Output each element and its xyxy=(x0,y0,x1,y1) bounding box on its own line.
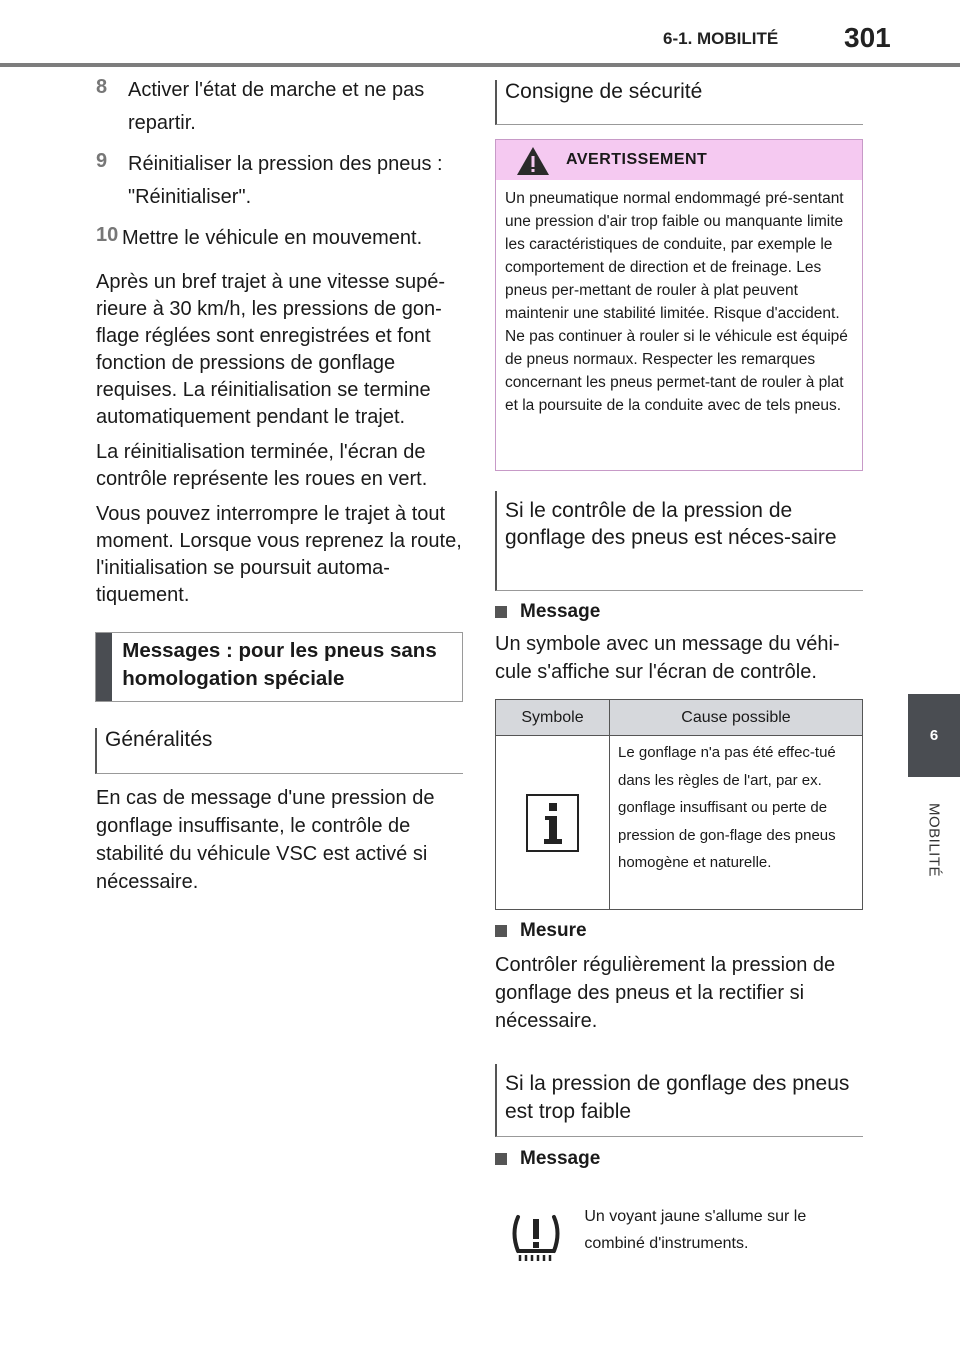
left-column xyxy=(96,74,464,617)
measure-heading xyxy=(495,920,587,942)
message-heading xyxy=(495,601,600,623)
subheading-text: Généralités xyxy=(105,728,213,751)
info-icon xyxy=(526,794,579,852)
warning-header xyxy=(496,140,862,180)
subheading-pression-faible xyxy=(495,1064,863,1137)
page-number: 301 xyxy=(844,22,891,53)
subheading-text: Consigne de sécurité xyxy=(505,80,703,103)
column-header-cause: Cause possible xyxy=(681,708,791,726)
symbol-cell xyxy=(496,736,610,909)
section-title-box xyxy=(95,632,463,702)
paragraph-interrompre: Vous pouvez interrompre le trajet à tout moment. Lorsque vous reprenez la route, l'initialisation se poursuit automa-tiquement. xyxy=(96,503,462,606)
cause-cell: Le gonflage n'a pas été effec-tué dans les règles de l'art, par ex. gonflage insuffisant ou perte de pression de gon-flage des pneus homogène et naturelle. xyxy=(618,744,836,871)
subheading-controle xyxy=(495,491,863,591)
step-10 xyxy=(96,222,464,255)
warning-box xyxy=(495,139,863,471)
step-number: 8 xyxy=(96,76,108,98)
section-title: Messages : pour les pneus sans homologation spéciale xyxy=(122,639,437,690)
chapter-number: 6 xyxy=(929,727,939,744)
message-heading-text: Message xyxy=(520,601,601,622)
chapter-tab[interactable] xyxy=(908,694,960,777)
step-text: Mettre le véhicule en mouvement. xyxy=(122,227,423,249)
indicator-icon-cell xyxy=(495,1199,576,1269)
square-bullet-icon xyxy=(495,925,507,937)
indicator-text: Un voyant jaune s'allume sur le combiné d'instruments. xyxy=(584,1208,807,1252)
measure-heading-text: Mesure xyxy=(520,920,587,941)
step-number: 9 xyxy=(96,150,108,172)
message-text: Un symbole avec un message du véhi-cule s'affiche sur l'écran de contrôle. xyxy=(495,633,840,683)
indicator-row xyxy=(495,1199,863,1269)
warning-triangle-icon xyxy=(516,146,550,176)
step-text: Réinitialiser la pression des pneus : "Réinitialiser". xyxy=(128,153,443,208)
column-header-symbole: Symbole xyxy=(496,700,610,735)
subheading-generalites xyxy=(95,728,463,774)
message-heading-text: Message xyxy=(520,1148,601,1169)
paragraph-reinit: La réinitialisation terminée, l'écran de contrôle représente les roues en vert. xyxy=(96,441,428,490)
warning-label: AVERTISSEMENT xyxy=(566,151,708,168)
table-row xyxy=(496,736,862,909)
message-heading-2 xyxy=(495,1148,600,1170)
header-divider xyxy=(0,63,960,67)
square-bullet-icon xyxy=(495,606,507,618)
subheading-text: Si la pression de gonflage des pneus est trop faible xyxy=(505,1072,850,1123)
generalites-text: En cas de message d'une pression de gonflage insuffisante, le contrôle de stabilité du véhicule VSC est activé si nécessaire. xyxy=(96,787,435,893)
table-header xyxy=(496,700,862,736)
step-9 xyxy=(96,148,464,214)
paragraph-trajet: Après un bref trajet à une vitesse supé-rieure à 30 km/h, les pressions de gon-flage réglées sont enregistrées et font fonction de pressions de gonflage requises. La réinitialisation se termine automatiquement pendant le trajet. xyxy=(96,271,446,428)
step-text: Activer l'état de marche et ne pas repartir. xyxy=(128,79,425,134)
tire-pressure-icon xyxy=(508,1209,564,1265)
header-section: 6-1. MOBILITÉ xyxy=(663,29,779,48)
step-number: 10 xyxy=(96,224,119,246)
subheading-consigne xyxy=(495,80,863,125)
section-title-bar xyxy=(96,633,112,701)
subheading-text: Si le contrôle de la pression de gonflage des pneus est néces-saire xyxy=(505,499,837,549)
chapter-label: MOBILITÉ xyxy=(925,802,943,878)
square-bullet-icon xyxy=(495,1153,507,1165)
symbol-table xyxy=(495,699,863,910)
step-8 xyxy=(96,74,464,140)
measure-text: Contrôler régulièrement la pression de gonflage des pneus et la rectifier si nécessaire. xyxy=(495,954,836,1032)
warning-text: Un pneumatique normal endommagé pré-sentant une pression d'air trop faible ou manquante limite les caractéristiques de conduite, par exemple le comportement de direction et de freinage. Les pneus per-mettant de rouler à plat peuvent maintenir une stabilité limitée. Risque d'accident. Ne pas continuer à rouler si le véhicule est équipé de pneus normaux. Respecter les remarques concernant les pneus permet-tant de rouler à plat et la poursuite de la conduite avec de tels pneus. xyxy=(505,190,848,414)
